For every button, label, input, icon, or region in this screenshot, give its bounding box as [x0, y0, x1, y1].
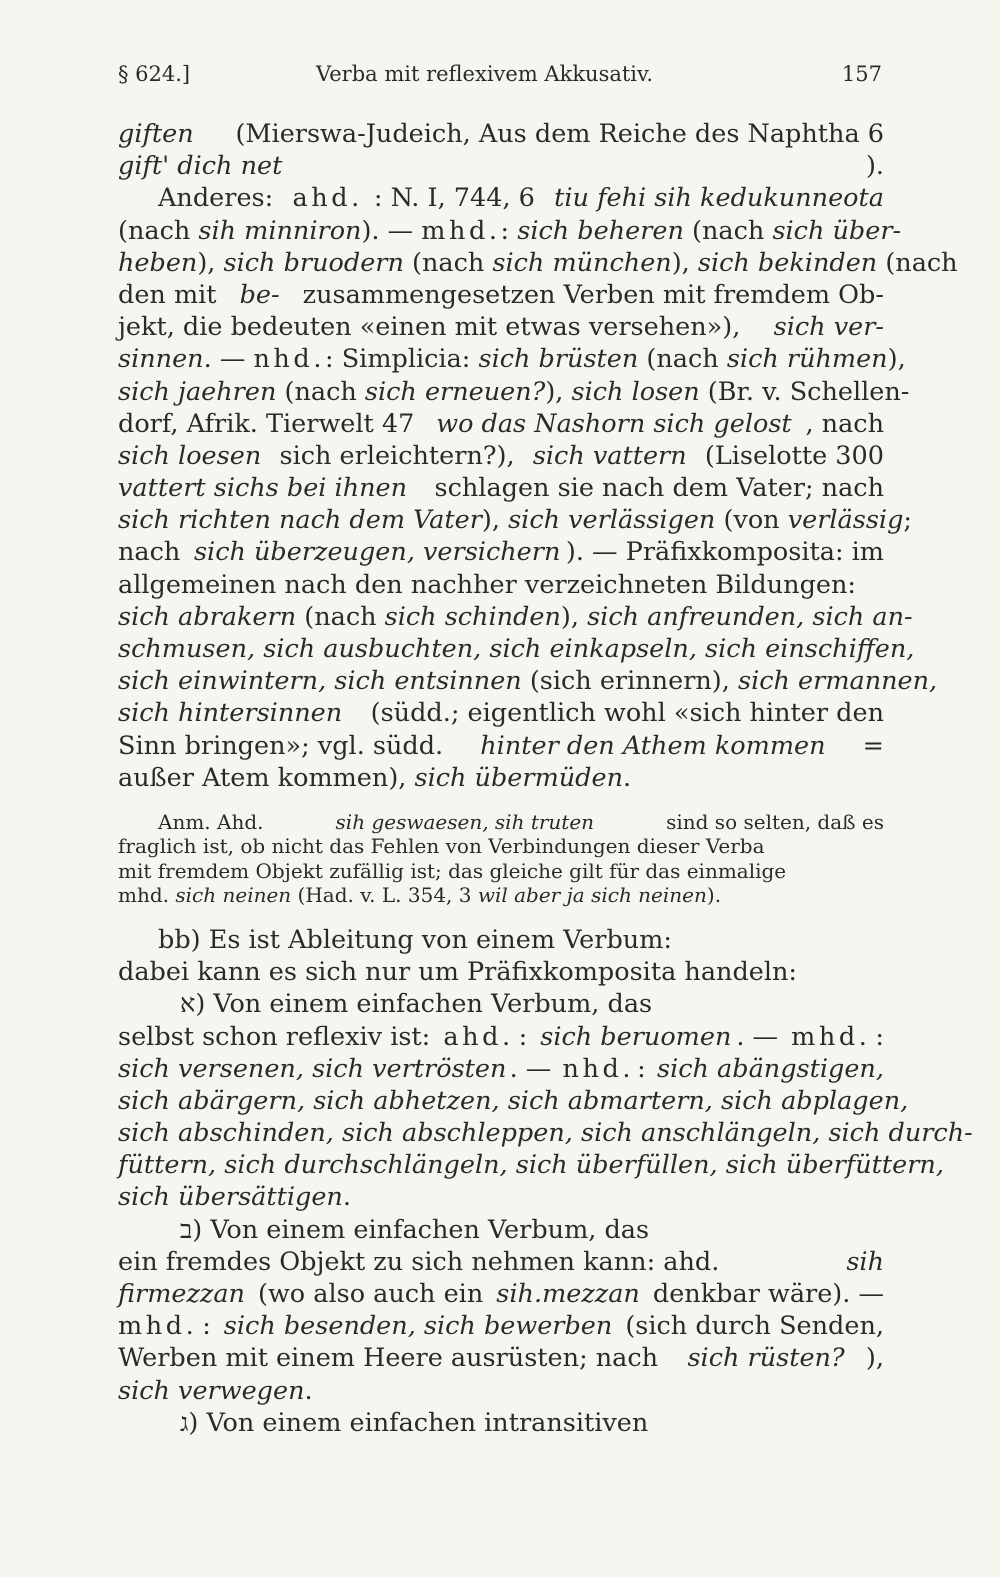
- text-span: (nach: [403, 247, 493, 278]
- italic-form: sich ver-: [773, 312, 884, 343]
- text-span: Anm. Ahd.: [158, 809, 270, 834]
- text-span: (südd.; eigentlich wohl «sich hinter den: [362, 698, 884, 729]
- italic-form: sinnen: [118, 344, 204, 375]
- text-line: [118, 601, 913, 633]
- text-span: ein fremdes Objekt zu sich nehmen kann: ahd.: [118, 1246, 728, 1277]
- text-line: [118, 1149, 944, 1181]
- italic-form: sich losen: [571, 376, 700, 407]
- text-line: [118, 569, 884, 601]
- text-span: ב) Von einem einfachen Verbum, das: [180, 1214, 650, 1245]
- italic-form: sich abrakern: [118, 601, 297, 632]
- footnote-anmerkung: [118, 810, 884, 908]
- italic-form: sich hintersinnen: [118, 698, 343, 729]
- italic-form: sich verlässigen: [508, 505, 716, 536]
- text-span: :: [637, 1053, 654, 1084]
- italic-form: sich brüsten: [478, 344, 639, 375]
- text-span: :: [202, 1311, 219, 1342]
- italic-form: wil aber ja sich neinen: [477, 883, 707, 908]
- text-span: zusammengesetzen Verben mit fremdem Ob-: [294, 279, 884, 310]
- page-number: 157: [841, 62, 882, 86]
- italic-form: sih.mezzan: [496, 1279, 640, 1309]
- text-line: [118, 1214, 884, 1246]
- text-span: ),: [481, 505, 509, 536]
- text-line: [118, 1375, 884, 1407]
- italic-form: füttern, sich durchschlängeln, sich überfüllen, sich überfüttern,: [118, 1150, 944, 1181]
- text-line: [118, 472, 884, 504]
- italic-form: sih minniron: [198, 215, 362, 246]
- text-span: nach: [118, 537, 189, 568]
- text-line: [118, 504, 912, 536]
- text-line: [118, 1278, 884, 1310]
- text-line: [118, 956, 884, 988]
- text-span: ahd.: [292, 183, 363, 214]
- text-line: [118, 279, 884, 311]
- italic-form: sich über-: [772, 215, 902, 246]
- italic-form: sich einwintern, sich entsinnen: [118, 666, 522, 697]
- text-line: [118, 883, 884, 908]
- paragraph-ableitung: [118, 924, 973, 1439]
- text-span: Anderes:: [158, 183, 282, 214]
- text-line: [118, 408, 884, 440]
- italic-form: sich abschinden, sich abschleppen, sich anschlängeln, sich durch-: [118, 1118, 973, 1149]
- text-line: [118, 633, 915, 665]
- text-line: [118, 182, 884, 214]
- italic-form: sich versenen, sich vertrösten: [118, 1053, 507, 1084]
- text-line: [118, 665, 938, 697]
- text-span: : Simplicia:: [325, 344, 479, 375]
- text-span: (wo also auch ein: [249, 1279, 492, 1309]
- section-number: § 624.]: [118, 62, 191, 86]
- italic-form: sich loesen: [118, 440, 262, 471]
- text-line: [118, 1407, 884, 1439]
- text-span: (Liselotte 300: [696, 440, 884, 471]
- italic-form: sich abängstigen,: [656, 1053, 884, 1084]
- text-span: ).: [865, 151, 884, 182]
- running-title: Verba mit reflexivem Akkusativ.: [316, 62, 654, 86]
- text-span: ),: [560, 601, 588, 632]
- text-span: .: [304, 1375, 313, 1406]
- italic-form: sich abärgern, sich abhetzen, sich abmartern, sich abplagen,: [118, 1085, 909, 1116]
- text-span: (nach: [877, 247, 958, 278]
- italic-form: sich verwegen: [118, 1375, 305, 1406]
- text-span: mhd.: [421, 215, 501, 246]
- italic-form: gift' dich net: [118, 151, 283, 182]
- text-span: mhd.: [791, 1021, 871, 1052]
- text-line: [118, 247, 958, 279]
- text-line: [118, 215, 902, 247]
- text-span: .: [342, 1182, 351, 1213]
- italic-form: sich übermüden: [414, 762, 624, 793]
- text-line: [118, 150, 884, 182]
- text-span: ahd.: [443, 1021, 514, 1052]
- text-line: [118, 1342, 884, 1374]
- text-span: Sinn bringen»; vgl. südd.: [118, 730, 452, 761]
- text-span: א) Von einem einfachen Verbum, das: [180, 989, 653, 1020]
- italic-form: sich bekinden: [697, 247, 878, 278]
- italic-form: sich rüsten?: [687, 1343, 845, 1374]
- italic-form: sich richten nach dem Vater: [118, 505, 482, 536]
- text-span: ),: [865, 1343, 884, 1374]
- text-span: :: [518, 1021, 536, 1052]
- text-span: bb) Es ist Ableitung von einem Verbum:: [158, 924, 672, 955]
- text-line: [118, 311, 884, 343]
- text-line: [118, 1021, 884, 1053]
- text-span: ;: [903, 505, 912, 536]
- text-line: [118, 376, 910, 408]
- text-span: selbst schon reflexiv ist:: [118, 1021, 439, 1052]
- text-span: mit fremdem Objekt zufällig ist; das gleiche gilt für das einmalige: [118, 858, 787, 883]
- italic-form: sich übersättigen: [118, 1182, 343, 1213]
- text-span: (Br. v. Schellen-: [699, 376, 910, 407]
- text-span: schlagen sie nach dem Vater; nach: [426, 473, 884, 504]
- italic-form: verlässig: [787, 505, 904, 536]
- italic-form: sich beruomen: [540, 1021, 732, 1052]
- italic-form: heben: [118, 247, 198, 278]
- paragraph-sich-verbs: [118, 118, 958, 794]
- italic-form: sich anfreunden, sich an-: [587, 601, 913, 632]
- text-span: . —: [736, 1021, 787, 1052]
- text-span: (von: [715, 505, 788, 536]
- text-line: [118, 924, 884, 956]
- italic-form: sich bruodern: [223, 247, 404, 278]
- text-span: sich erleichtern?),: [271, 440, 523, 471]
- text-line: [118, 1053, 884, 1085]
- italic-form: sich schinden: [384, 601, 561, 632]
- text-line: [118, 1310, 884, 1342]
- text-span: mhd.: [118, 883, 176, 908]
- text-span: nhd.: [253, 344, 325, 375]
- text-line: [118, 1117, 973, 1149]
- text-line: [118, 1181, 884, 1213]
- text-span: ),: [197, 247, 224, 278]
- italic-form: sich rühmen: [726, 344, 888, 375]
- text-span: (nach: [276, 376, 365, 407]
- text-span: außer Atem kommen),: [118, 762, 415, 793]
- text-span: . —: [203, 344, 254, 375]
- text-span: dorf, Afrik. Tierwelt 47: [118, 408, 423, 439]
- text-line: [118, 762, 884, 794]
- text-span: (nach: [683, 215, 773, 246]
- italic-form: tiu fehi sih kedukunneota: [554, 183, 884, 214]
- text-span: ).: [706, 883, 722, 908]
- text-span: (nach: [296, 601, 385, 632]
- text-span: sind so selten, daß es: [659, 809, 884, 834]
- text-span: , nach: [805, 408, 884, 439]
- italic-form: sih: [846, 1246, 884, 1277]
- italic-form: be-: [239, 279, 280, 310]
- text-line: [118, 834, 884, 859]
- text-span: ),: [887, 344, 906, 375]
- text-line: [118, 859, 884, 884]
- italic-form: sich ermannen,: [737, 666, 938, 697]
- text-span: allgemeinen nach den nachher verzeichneten Bildungen:: [118, 569, 857, 600]
- text-span: (sich erinnern),: [521, 666, 738, 697]
- text-span: Werben mit einem Heere ausrüsten; nach: [118, 1343, 667, 1374]
- text-line: [118, 697, 884, 729]
- italic-form: sich erneuen?: [364, 376, 546, 407]
- italic-form: giften: [118, 119, 194, 149]
- text-span: (sich durch Senden,: [617, 1311, 884, 1342]
- italic-form: sih geswaesen, sih truten: [335, 809, 595, 834]
- italic-form: schmusen, sich ausbuchten, sich einkapseln, sich einschiffen,: [118, 634, 915, 664]
- text-span: dabei kann es sich nur um Präfixkomposita handeln:: [118, 957, 798, 988]
- text-span: ),: [545, 376, 572, 407]
- italic-form: sich münchen: [492, 247, 672, 278]
- text-span: (nach: [118, 215, 199, 246]
- text-span: nhd.: [562, 1053, 635, 1084]
- italic-form: hinter den Athem kommen: [480, 730, 826, 761]
- text-span: . —: [509, 1053, 560, 1084]
- body-text: [118, 118, 973, 1439]
- text-span: fraglich ist, ob nicht das Fehlen von Verbindungen dieser Verba: [118, 834, 765, 859]
- running-header: [118, 62, 884, 98]
- text-span: :: [875, 1021, 884, 1052]
- text-line: [118, 730, 884, 762]
- text-line: [118, 1246, 884, 1278]
- text-span: denkbar wäre). —: [644, 1279, 884, 1309]
- text-line: [118, 988, 884, 1020]
- text-span: jekt, die bedeuten «einen mit etwas versehen»),: [118, 312, 749, 343]
- text-line: [118, 810, 884, 835]
- italic-form: firmezzan: [118, 1279, 245, 1309]
- italic-form: sich vattern: [532, 440, 687, 471]
- text-line: [118, 118, 884, 150]
- text-span: den mit: [118, 279, 225, 310]
- text-span: =: [854, 730, 884, 761]
- italic-form: sich jaehren: [118, 376, 277, 407]
- text-line: [118, 1085, 909, 1117]
- text-span: (nach: [638, 344, 727, 375]
- text-span: ),: [671, 247, 698, 278]
- text-span: ג) Von einem einfachen intransitiven: [180, 1407, 649, 1438]
- text-span: (Mierswa-Judeich, Aus dem Reiche des Naphtha 6: [227, 119, 884, 149]
- text-line: [118, 343, 906, 375]
- italic-form: vattert sichs bei ihnen: [118, 473, 408, 504]
- italic-form: sich neinen: [175, 883, 292, 908]
- text-span: .: [623, 762, 632, 793]
- text-line: [118, 440, 884, 472]
- text-span: ). —: [361, 215, 422, 246]
- text-span: (Had. v. L. 354, 3: [291, 883, 478, 908]
- text-span: mhd.: [118, 1311, 198, 1342]
- italic-form: sich beheren: [517, 215, 684, 246]
- text-span: :: [500, 215, 518, 246]
- italic-form: sich überzeugen, versichern: [193, 537, 561, 568]
- text-span: : N. I, 744, 6: [373, 183, 544, 214]
- text-line: [118, 536, 884, 568]
- italic-form: wo das Nashorn sich gelost: [436, 408, 792, 439]
- italic-form: sich besenden, sich bewerben: [223, 1311, 613, 1342]
- text-span: ). — Präfixkomposita: im: [565, 537, 884, 568]
